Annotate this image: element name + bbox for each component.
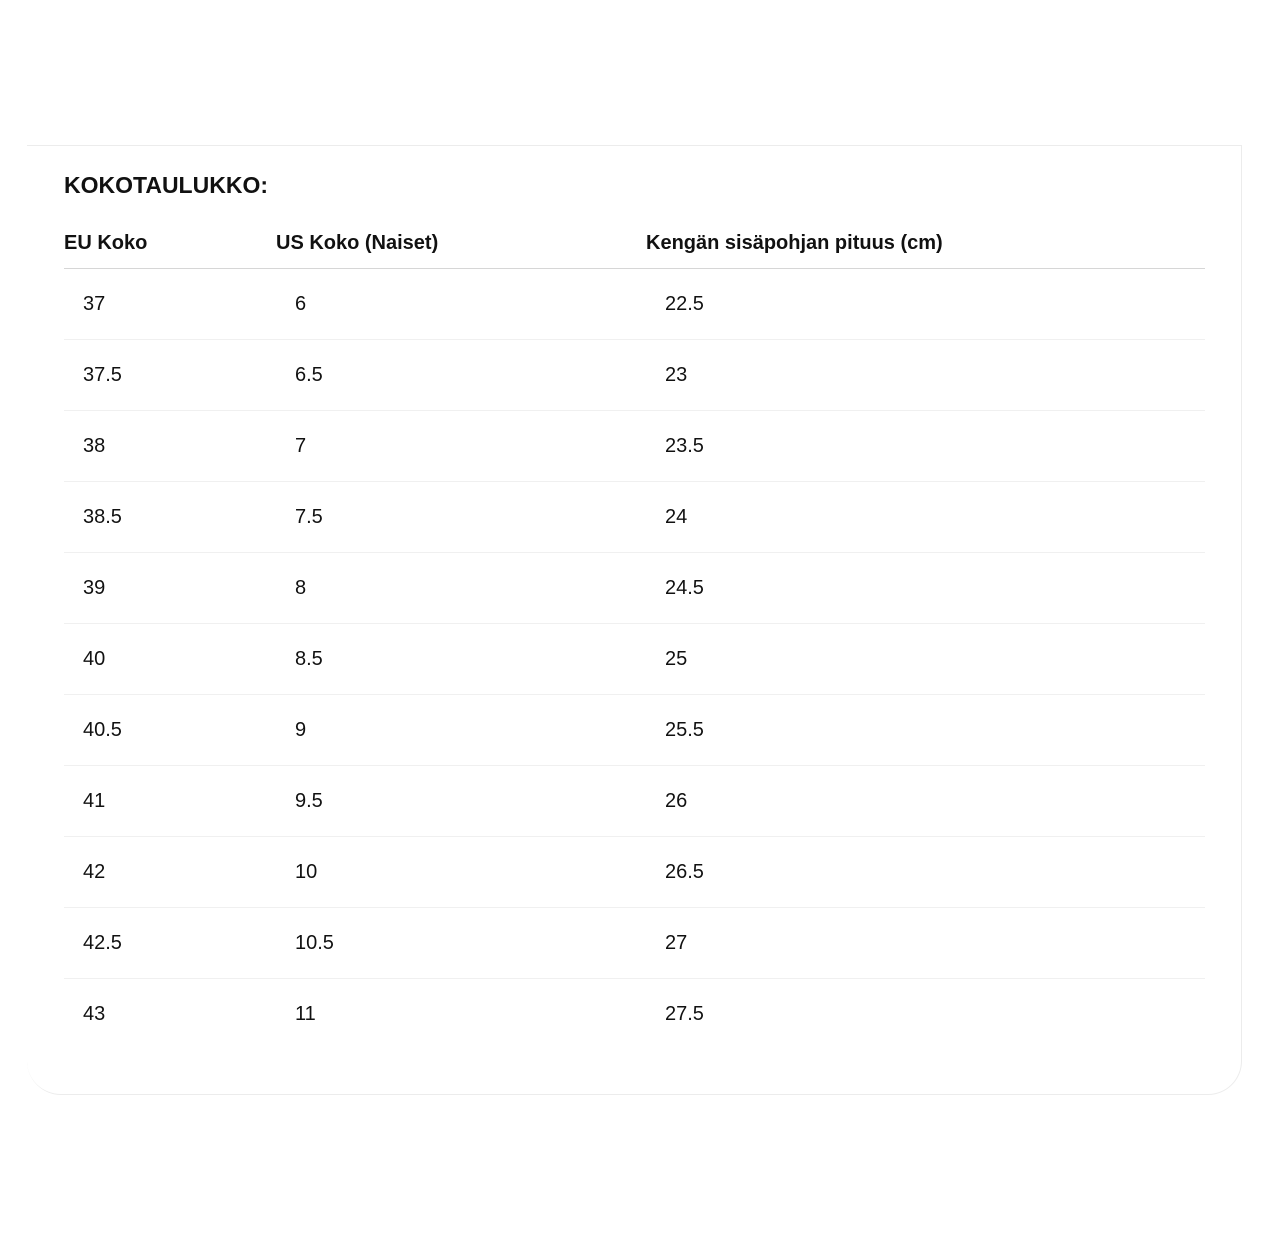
cell-insole-length: 26.5 bbox=[646, 837, 1205, 908]
table-row bbox=[64, 340, 1205, 411]
cell-us-size: 6 bbox=[276, 269, 646, 340]
table-row bbox=[64, 695, 1205, 766]
cell-us-size: 10.5 bbox=[276, 908, 646, 979]
cell-eu-size: 37 bbox=[64, 269, 276, 340]
cell-insole-length: 23.5 bbox=[646, 411, 1205, 482]
cell-eu-size: 38 bbox=[64, 411, 276, 482]
cell-us-size: 10 bbox=[276, 837, 646, 908]
table-row bbox=[64, 482, 1205, 553]
table-row bbox=[64, 553, 1205, 624]
table-row bbox=[64, 269, 1205, 340]
cell-insole-length: 24.5 bbox=[646, 553, 1205, 624]
table-header-row bbox=[64, 222, 1205, 269]
cell-insole-length: 27.5 bbox=[665, 1002, 704, 1025]
cell-insole-length: 22.5 bbox=[646, 269, 1205, 340]
cell-us-size: 6.5 bbox=[276, 340, 646, 411]
cell-eu-size: 41 bbox=[64, 766, 276, 837]
cell-us-size: 8 bbox=[276, 553, 646, 624]
size-chart-title: KOKOTAULUKKO: bbox=[64, 172, 268, 198]
cell-insole-length: 25 bbox=[646, 624, 1205, 695]
size-chart-card bbox=[27, 145, 1242, 1095]
cell-us-size: 8.5 bbox=[276, 624, 646, 695]
cell-us-size: 9 bbox=[276, 695, 646, 766]
header-eu-size: EU Koko bbox=[64, 222, 276, 269]
cell-eu-size: 42.5 bbox=[64, 908, 276, 979]
cell-eu-size: 37.5 bbox=[64, 340, 276, 411]
header-insole-length: Kengän sisäpohjan pituus (cm) bbox=[646, 222, 1205, 269]
cell-eu-size: 42 bbox=[64, 837, 276, 908]
cell-eu-size: 39 bbox=[64, 553, 276, 624]
cell-eu-size: 38.5 bbox=[64, 482, 276, 553]
table-row bbox=[64, 837, 1205, 908]
table-row bbox=[64, 624, 1205, 695]
cell-us-size: 9.5 bbox=[276, 766, 646, 837]
cell-eu-size: 40.5 bbox=[64, 695, 276, 766]
table-row bbox=[64, 411, 1205, 482]
cell-insole-length: 24 bbox=[646, 482, 1205, 553]
table-row bbox=[64, 979, 1205, 1050]
table-row bbox=[64, 908, 1205, 979]
table-row bbox=[64, 766, 1205, 837]
cell-insole-length: 25.5 bbox=[646, 695, 1205, 766]
cell-eu-size: 43 bbox=[83, 1002, 106, 1025]
cell-us-size: 7.5 bbox=[276, 482, 646, 553]
cell-insole-length: 26 bbox=[646, 766, 1205, 837]
header-us-size-women: US Koko (Naiset) bbox=[276, 222, 646, 269]
size-chart-table bbox=[64, 222, 1205, 1049]
cell-us-size: 7 bbox=[276, 411, 646, 482]
cell-insole-length: 27 bbox=[646, 908, 1205, 979]
cell-eu-size: 40 bbox=[64, 624, 276, 695]
cell-insole-length: 23 bbox=[646, 340, 1205, 411]
cell-us-size: 11 bbox=[295, 1002, 316, 1025]
